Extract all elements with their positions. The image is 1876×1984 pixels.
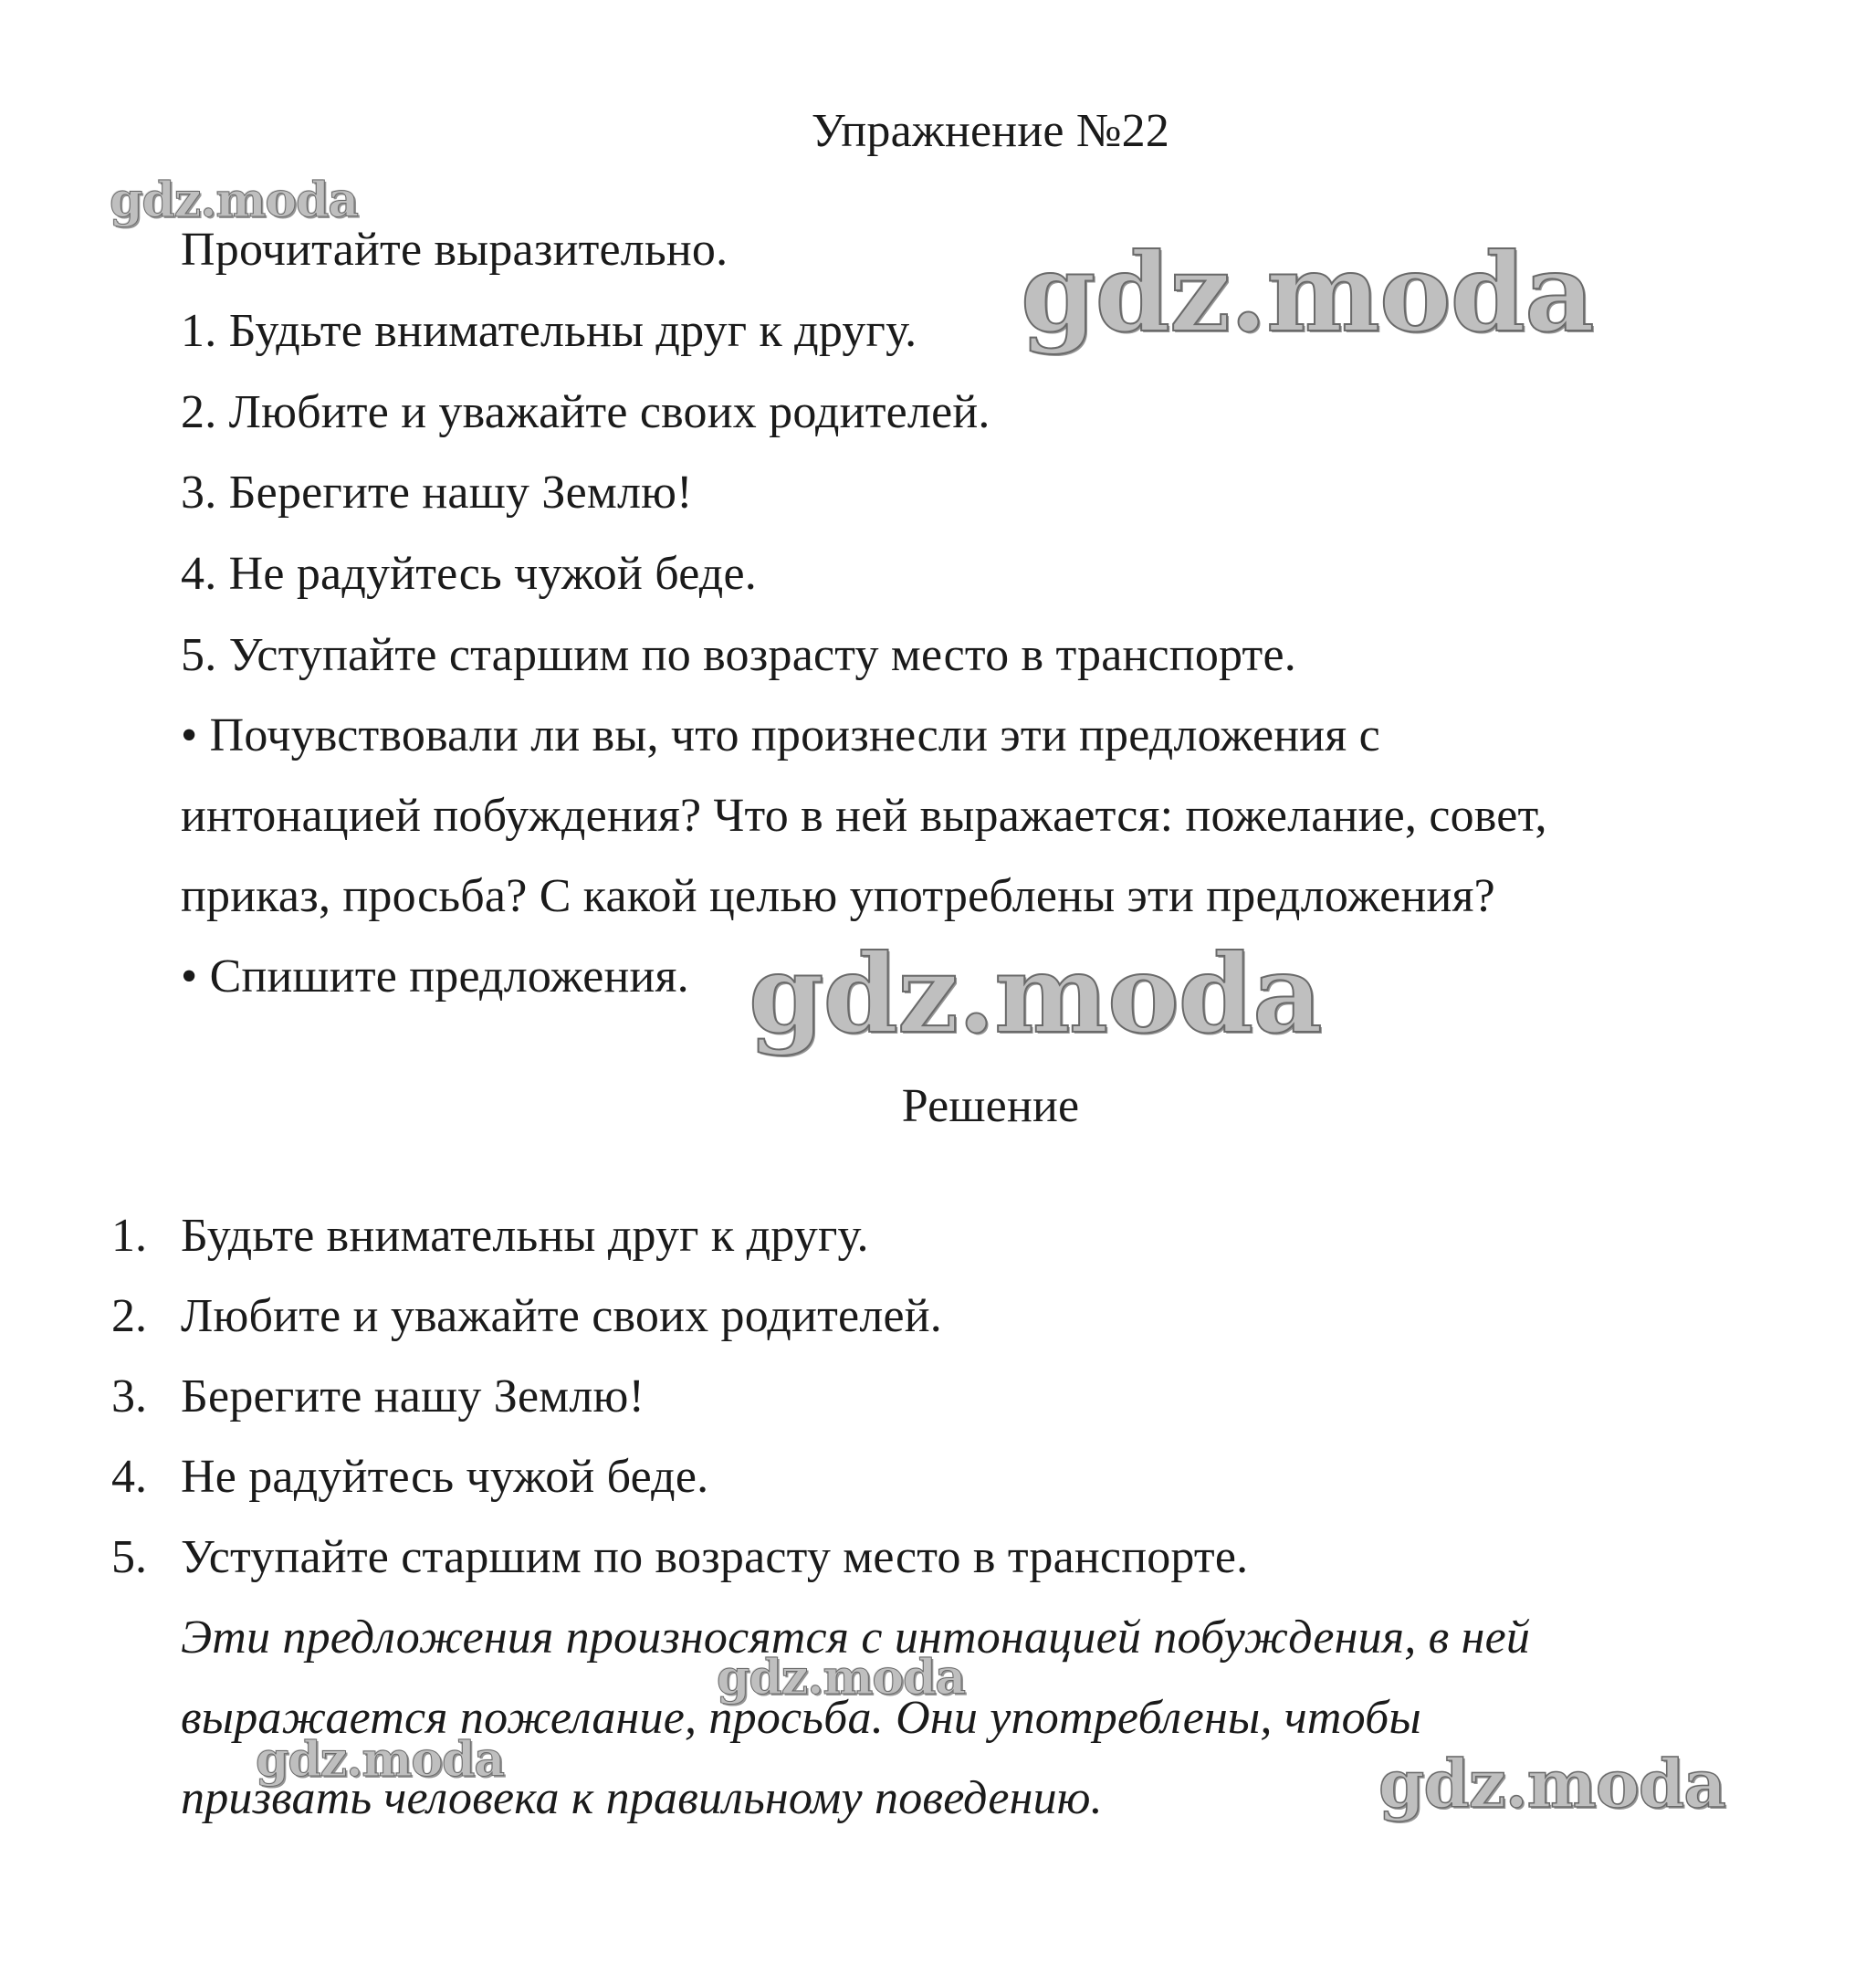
list-item-text: Любите и уважайте своих родителей.	[181, 1290, 942, 1342]
list-item-text: Берегите нашу Землю!	[181, 1370, 645, 1422]
list-item-text: Уступайте старшим по возрасту место в транспорте.	[181, 1531, 1249, 1583]
watermark-logo: gdz.moda	[1021, 229, 1594, 356]
question-line-2: интонацией побуждения? Что в ней выражается: пожелание, совет,	[181, 790, 1547, 842]
question-line-1: • Почувствовали ли вы, что произнесли эти предложения с	[181, 709, 1380, 761]
exercise-item-4: 4. Не радуйтесь чужой беде.	[181, 548, 757, 600]
list-item-number: 4.	[111, 1451, 147, 1503]
watermark-logo: gdz.moda	[110, 173, 359, 228]
question-line-3: приказ, просьба? С какой целью употреблены эти предложения?	[181, 870, 1495, 922]
task-line: • Спишите предложения.	[181, 950, 689, 1002]
watermark-logo: gdz.moda	[717, 1650, 966, 1706]
list-item-number: 3.	[111, 1370, 147, 1422]
answer-line-2: выражается пожелание, просьба. Они употреблены, чтобы	[181, 1692, 1421, 1744]
exercise-item-2: 2. Любите и уважайте своих родителей.	[181, 386, 990, 438]
watermark-logo: gdz.moda	[1378, 1745, 1725, 1822]
exercise-title: Упражнение №22	[811, 105, 1170, 157]
list-item-number: 2.	[111, 1290, 147, 1342]
exercise-item-5: 5. Уступайте старшим по возрасту место в транспорте.	[181, 629, 1296, 681]
exercise-instruction: Прочитайте выразительно.	[181, 224, 728, 276]
answer-line-3: призвать человека к правильному поведению.	[181, 1772, 1103, 1824]
solution-heading: Решение	[901, 1080, 1080, 1132]
answer-line-1: Эти предложения произносятся с интонацией побуждения, в ней	[181, 1611, 1531, 1664]
exercise-item-3: 3. Берегите нашу Землю!	[181, 467, 693, 519]
list-item-text: Будьте внимательны друг к другу.	[181, 1210, 869, 1262]
list-item-number: 1.	[111, 1210, 147, 1262]
watermark-logo: gdz.moda	[749, 930, 1322, 1057]
exercise-item-1: 1. Будьте внимательны друг к другу.	[181, 305, 917, 357]
list-item-number: 5.	[111, 1531, 147, 1583]
watermark-logo: gdz.moda	[256, 1732, 505, 1788]
list-item-text: Не радуйтесь чужой беде.	[181, 1451, 709, 1503]
